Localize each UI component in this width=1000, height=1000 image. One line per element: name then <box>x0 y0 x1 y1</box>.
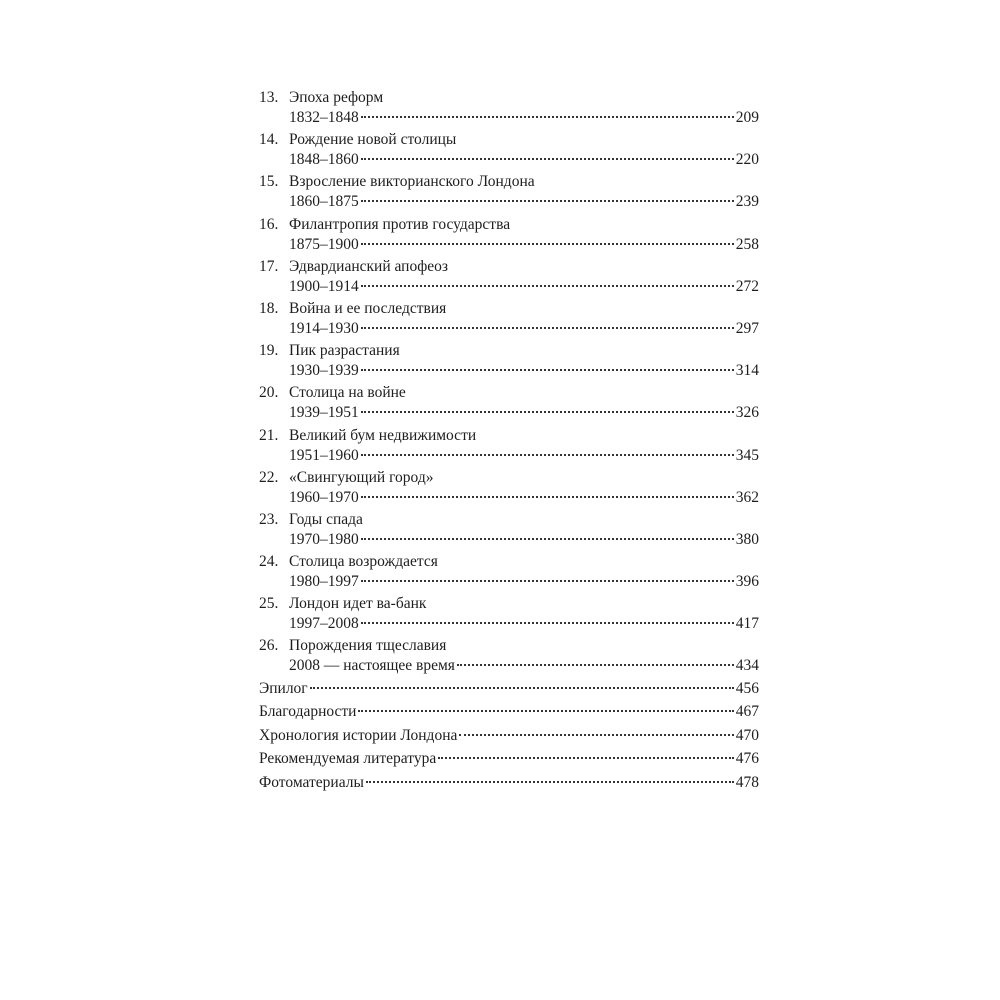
backmatter-title: Благодарности <box>259 703 357 721</box>
chapter-title: Лондон идет ва-банк <box>289 595 427 613</box>
chapter-heading <box>259 468 759 488</box>
dot-leader <box>361 116 734 118</box>
chapter-heading <box>259 299 759 319</box>
chapter-title: Годы спада <box>289 510 363 528</box>
chapter-number: 21. <box>259 426 279 444</box>
toc-chapter <box>259 636 759 678</box>
chapter-number: 23. <box>259 510 279 528</box>
chapter-number: 17. <box>259 257 279 275</box>
page-number: 456 <box>735 679 759 697</box>
chapter-years-line <box>259 572 759 592</box>
chapter-heading <box>259 510 759 530</box>
chapter-years: 1914–1930 <box>289 319 359 337</box>
page-number: 258 <box>735 235 759 253</box>
chapter-number: 25. <box>259 595 279 613</box>
chapter-number: 16. <box>259 215 279 233</box>
chapter-years-line <box>259 361 759 381</box>
page-number: 209 <box>735 109 759 126</box>
chapter-years: 1930–1939 <box>289 362 359 380</box>
chapter-heading <box>259 257 759 277</box>
dot-leader <box>361 243 734 245</box>
page-number: 380 <box>735 530 759 548</box>
chapter-heading <box>259 426 759 446</box>
chapter-title: Великий бум недвижимости <box>289 426 477 444</box>
toc-chapter <box>259 88 759 130</box>
page-number: 470 <box>735 726 759 744</box>
chapter-number: 18. <box>259 299 279 317</box>
page-number: 239 <box>735 193 759 211</box>
dot-leader <box>361 622 734 624</box>
toc-chapter <box>259 510 759 552</box>
chapter-heading <box>259 636 759 656</box>
page-number: 434 <box>735 657 759 675</box>
chapter-years-line <box>259 446 759 466</box>
dot-leader <box>459 734 733 736</box>
page-number: 417 <box>735 615 759 633</box>
page-number: 272 <box>735 277 759 295</box>
chapter-heading <box>259 215 759 235</box>
dot-leader <box>361 285 734 287</box>
chapter-number: 14. <box>259 131 279 149</box>
dot-leader <box>358 710 733 712</box>
page-number: 467 <box>735 703 759 721</box>
toc-chapter <box>259 172 759 214</box>
toc-chapter <box>259 468 759 510</box>
chapter-years-line <box>259 192 759 212</box>
chapter-heading <box>259 552 759 572</box>
toc-backmatter-acknowledgements <box>259 702 759 726</box>
chapter-title: «Свингующий город» <box>289 468 434 486</box>
chapter-title: Эпоха реформ <box>289 89 384 106</box>
dot-leader <box>366 781 734 783</box>
chapter-heading <box>259 88 759 108</box>
chapter-title: Столица возрождается <box>289 553 438 571</box>
backmatter-title: Рекомендуемая литература <box>259 750 437 768</box>
backmatter-title: Фотоматериалы <box>259 774 364 791</box>
chapter-years: 1939–1951 <box>289 404 359 422</box>
toc-chapter <box>259 594 759 636</box>
chapter-title: Война и ее последствия <box>289 299 447 317</box>
page-number: 345 <box>735 446 759 464</box>
toc-backmatter-epilogue <box>259 679 759 703</box>
chapter-years: 1860–1875 <box>289 193 359 211</box>
dot-leader <box>310 687 734 689</box>
chapter-years: 1970–1980 <box>289 530 359 548</box>
chapter-number: 22. <box>259 468 279 486</box>
chapter-years-line <box>259 530 759 550</box>
chapter-years: 1960–1970 <box>289 488 359 506</box>
chapter-years: 1997–2008 <box>289 615 359 633</box>
dot-leader <box>457 664 734 666</box>
toc-chapter <box>259 215 759 257</box>
chapter-title: Пик разрастания <box>289 342 400 360</box>
dot-leader <box>361 411 734 413</box>
chapter-years: 2008 — настоящее время <box>289 657 455 675</box>
dot-leader <box>361 369 734 371</box>
dot-leader <box>438 757 734 759</box>
toc-backmatter-chronology <box>259 726 759 750</box>
backmatter-title: Эпилог <box>259 679 308 697</box>
chapter-years: 1848–1860 <box>289 151 359 169</box>
chapter-number: 26. <box>259 637 279 655</box>
chapter-years-line <box>259 614 759 634</box>
chapter-heading <box>259 172 759 192</box>
toc-chapter <box>259 130 759 172</box>
chapter-years-line <box>259 277 759 297</box>
toc-chapter <box>259 383 759 425</box>
page-number: 478 <box>735 774 759 791</box>
backmatter-title: Хронология истории Лондона <box>259 726 458 744</box>
toc-backmatter-photos <box>259 773 759 797</box>
toc-chapter <box>259 257 759 299</box>
chapter-years-line <box>259 656 759 676</box>
chapter-years: 1951–1960 <box>289 446 359 464</box>
chapter-title: Порождения тщеславия <box>289 637 447 655</box>
page-number: 476 <box>735 750 759 768</box>
toc-backmatter-reading <box>259 749 759 773</box>
chapter-years-line <box>259 488 759 508</box>
chapter-number: 13. <box>259 89 279 106</box>
chapter-title: Взросление викторианского Лондона <box>289 173 535 191</box>
page-number: 314 <box>735 362 759 380</box>
dot-leader <box>361 158 734 160</box>
dot-leader <box>361 200 734 202</box>
chapter-years-line <box>259 403 759 423</box>
chapter-heading <box>259 383 759 403</box>
chapter-years: 1900–1914 <box>289 277 359 295</box>
chapter-number: 15. <box>259 173 279 191</box>
page-number: 297 <box>735 319 759 337</box>
page-number: 220 <box>735 151 759 169</box>
chapter-years-line <box>259 150 759 170</box>
dot-leader <box>361 327 734 329</box>
chapter-years: 1980–1997 <box>289 573 359 591</box>
chapter-heading <box>259 594 759 614</box>
chapter-number: 19. <box>259 342 279 360</box>
page-number: 326 <box>735 404 759 422</box>
chapter-years-line <box>259 108 759 128</box>
chapter-heading <box>259 130 759 150</box>
chapter-years-line <box>259 235 759 255</box>
page-number: 396 <box>735 573 759 591</box>
page-number: 362 <box>735 488 759 506</box>
dot-leader <box>361 454 734 456</box>
chapter-title: Эдвардианский апофеоз <box>289 257 449 275</box>
table-of-contents <box>259 88 759 797</box>
toc-chapter <box>259 341 759 383</box>
chapter-title: Столица на войне <box>289 384 406 402</box>
chapter-years: 1875–1900 <box>289 235 359 253</box>
toc-chapter <box>259 426 759 468</box>
toc-chapter <box>259 552 759 594</box>
dot-leader <box>361 538 734 540</box>
chapter-years: 1832–1848 <box>289 109 359 126</box>
chapter-number: 20. <box>259 384 279 402</box>
dot-leader <box>361 580 734 582</box>
chapter-number: 24. <box>259 553 279 571</box>
chapter-years-line <box>259 319 759 339</box>
dot-leader <box>361 496 734 498</box>
chapter-heading <box>259 341 759 361</box>
chapter-title: Рождение новой столицы <box>289 131 457 149</box>
toc-chapter <box>259 299 759 341</box>
chapter-title: Филантропия против государства <box>289 215 511 233</box>
